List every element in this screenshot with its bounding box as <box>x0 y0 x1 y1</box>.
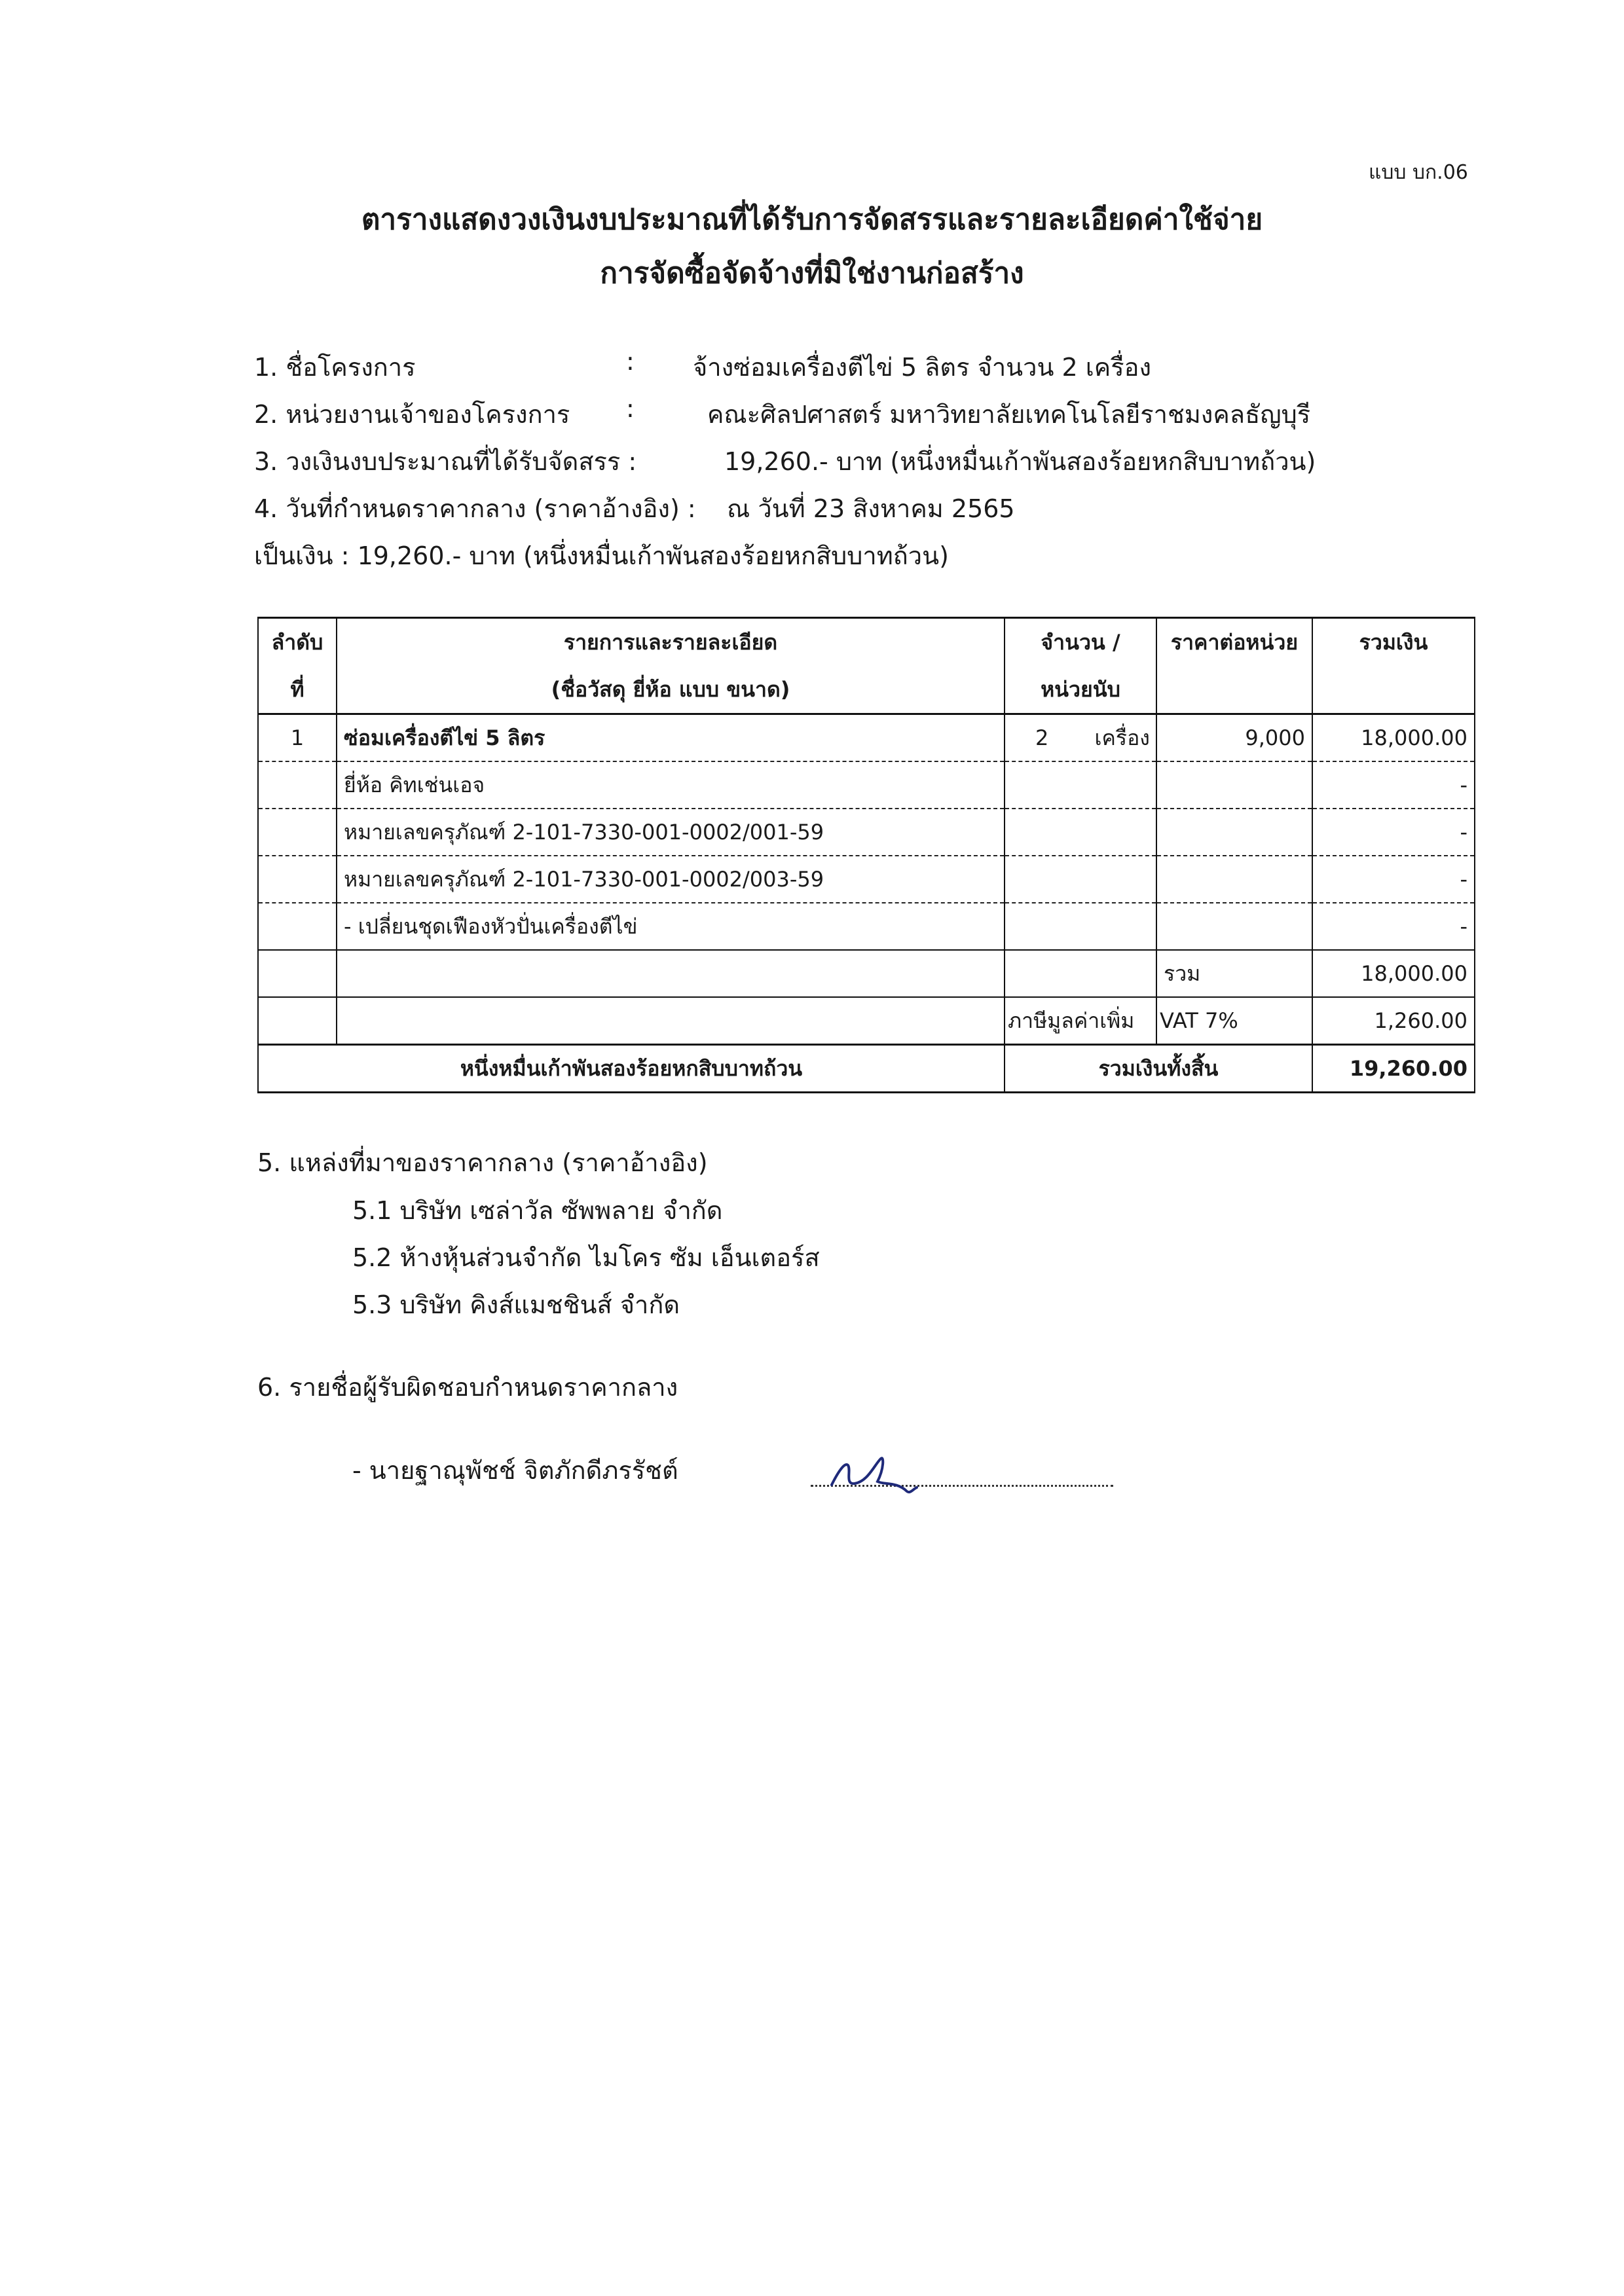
owner-label: 2. หน่วยงานเจ้าของโครงการ <box>254 400 570 429</box>
row-desc: ซ่อมเครื่องตีไข่ 5 ลิตร <box>337 714 1005 762</box>
empty-cell <box>337 950 1005 997</box>
table-header-row-1 <box>258 618 1475 666</box>
row-seq <box>258 903 337 950</box>
table-row <box>258 903 1475 950</box>
source-item: 5.2 ห้างหุ้นส่วนจำกัด ไมโคร ซัม เอ็นเตอร์ส <box>352 1243 820 1272</box>
form-code: แบบ บก.06 <box>1369 161 1468 184</box>
row-desc: - เปลี่ยนชุดเฟืองหัวปั่นเครื่องตีไข่ <box>337 903 1005 950</box>
row-total: 18,000.00 <box>1312 714 1475 762</box>
row-qty <box>1005 761 1156 809</box>
header-total: รวมเงิน <box>1312 618 1475 666</box>
row-seq <box>258 856 337 903</box>
source-item: 5.3 บริษัท คิงส์แมชชินส์ จำกัด <box>352 1290 680 1319</box>
handwritten-signature <box>819 1446 950 1498</box>
row-total: - <box>1312 761 1475 809</box>
project-label: 1. ชื่อโครงการ <box>254 353 416 382</box>
row-price <box>1156 809 1312 856</box>
row-price <box>1156 761 1312 809</box>
header-empty <box>1312 666 1475 714</box>
row-total: - <box>1312 809 1475 856</box>
subtotal-row <box>258 950 1475 997</box>
amount-line: เป็นเงิน : 19,260.- บาท (หนึ่งหมื่นเก้าพันสองร้อยหกสิบบาทถ้วน) <box>254 541 949 570</box>
project-value: จ้างซ่อมเครื่องตีไข่ 5 ลิตร จำนวน 2 เครื่อง <box>693 353 1151 382</box>
header-unit-price: ราคาต่อหน่วย <box>1156 618 1312 666</box>
row-qty <box>1005 809 1156 856</box>
document-title-line-1: ตารางแสดงวงเงินงบประมาณที่ได้รับการจัดสรรและรายละเอียดค่าใช้จ่าย <box>361 203 1263 236</box>
sources-heading: 5. แหล่งที่มาของราคากลาง (ราคาอ้างอิง) <box>257 1148 708 1177</box>
row-seq <box>258 809 337 856</box>
row-desc: ยี่ห้อ คิทเช่นเอจ <box>337 761 1005 809</box>
budget-label: 3. วงเงินงบประมาณที่ได้รับจัดสรร : <box>254 447 637 476</box>
row-seq <box>258 761 337 809</box>
table-row <box>258 761 1475 809</box>
table-row <box>258 856 1475 903</box>
row-total: - <box>1312 903 1475 950</box>
table-row <box>258 714 1475 762</box>
empty-cell <box>258 997 337 1045</box>
row-price <box>1156 903 1312 950</box>
row-unit: เครื่อง <box>1094 725 1150 750</box>
row-qty-cell <box>1005 714 1156 762</box>
header-qty-2: หน่วยนับ <box>1005 666 1156 714</box>
source-item: 5.1 บริษัท เซล่าวัล ซัพพลาย จำกัด <box>352 1196 723 1225</box>
row-price: 9,000 <box>1156 714 1312 762</box>
table-row <box>258 809 1475 856</box>
table-header-row-2 <box>258 666 1475 714</box>
grand-total-text: หนึ่งหมื่นเก้าพันสองร้อยหกสิบบาทถ้วน <box>258 1045 1005 1093</box>
responsible-heading: 6. รายชื่อผู้รับผิดชอบกำหนดราคากลาง <box>257 1373 678 1402</box>
header-empty <box>1156 666 1312 714</box>
responsible-name: - นายฐาณุพัชช์ จิตภักดีภรรัชต์ <box>352 1456 678 1485</box>
row-qty <box>1005 856 1156 903</box>
row-desc: หมายเลขครุภัณฑ์ 2-101-7330-001-0002/001-59 <box>337 809 1005 856</box>
row-seq: 1 <box>258 714 337 762</box>
row-desc: หมายเลขครุภัณฑ์ 2-101-7330-001-0002/003-59 <box>337 856 1005 903</box>
empty-cell <box>1005 950 1156 997</box>
subtotal-value: 18,000.00 <box>1312 950 1475 997</box>
vat-row <box>258 997 1475 1045</box>
grand-total-value: 19,260.00 <box>1312 1045 1475 1093</box>
empty-cell <box>337 997 1005 1045</box>
header-seq: ลำดับ <box>258 618 337 666</box>
header-desc: รายการและรายละเอียด <box>337 618 1005 666</box>
owner-value: คณะศิลปศาสตร์ มหาวิทยาลัยเทคโนโลยีราชมงคลธัญบุรี <box>707 400 1311 429</box>
date-value: ณ วันที่ 23 สิงหาคม 2565 <box>727 494 1015 523</box>
row-price <box>1156 856 1312 903</box>
subtotal-label: รวม <box>1156 950 1312 997</box>
project-colon: : <box>626 347 635 376</box>
row-total: - <box>1312 856 1475 903</box>
vat-rate: VAT 7% <box>1156 997 1312 1045</box>
owner-colon: : <box>626 394 635 423</box>
vat-value: 1,260.00 <box>1312 997 1475 1045</box>
header-seq-2: ที่ <box>258 666 337 714</box>
budget-value: 19,260.- บาท (หนึ่งหมื่นเก้าพันสองร้อยหกสิบบาทถ้วน) <box>724 447 1316 476</box>
date-label: 4. วันที่กำหนดราคากลาง (ราคาอ้างอิง) : <box>254 494 696 523</box>
header-desc-2: (ชื่อวัสดุ ยี่ห้อ แบบ ขนาด) <box>337 666 1005 714</box>
grand-total-label: รวมเงินทั้งสิ้น <box>1005 1045 1312 1093</box>
vat-label: ภาษีมูลค่าเพิ่ม <box>1005 997 1156 1045</box>
items-table <box>257 617 1475 1093</box>
document-title-line-2: การจัดซื้อจัดจ้างที่มิใช่งานก่อสร้าง <box>600 257 1024 290</box>
grand-total-row <box>258 1045 1475 1093</box>
empty-cell <box>258 950 337 997</box>
row-qty: 2 <box>1035 725 1049 750</box>
row-qty <box>1005 903 1156 950</box>
header-qty: จำนวน / <box>1005 618 1156 666</box>
